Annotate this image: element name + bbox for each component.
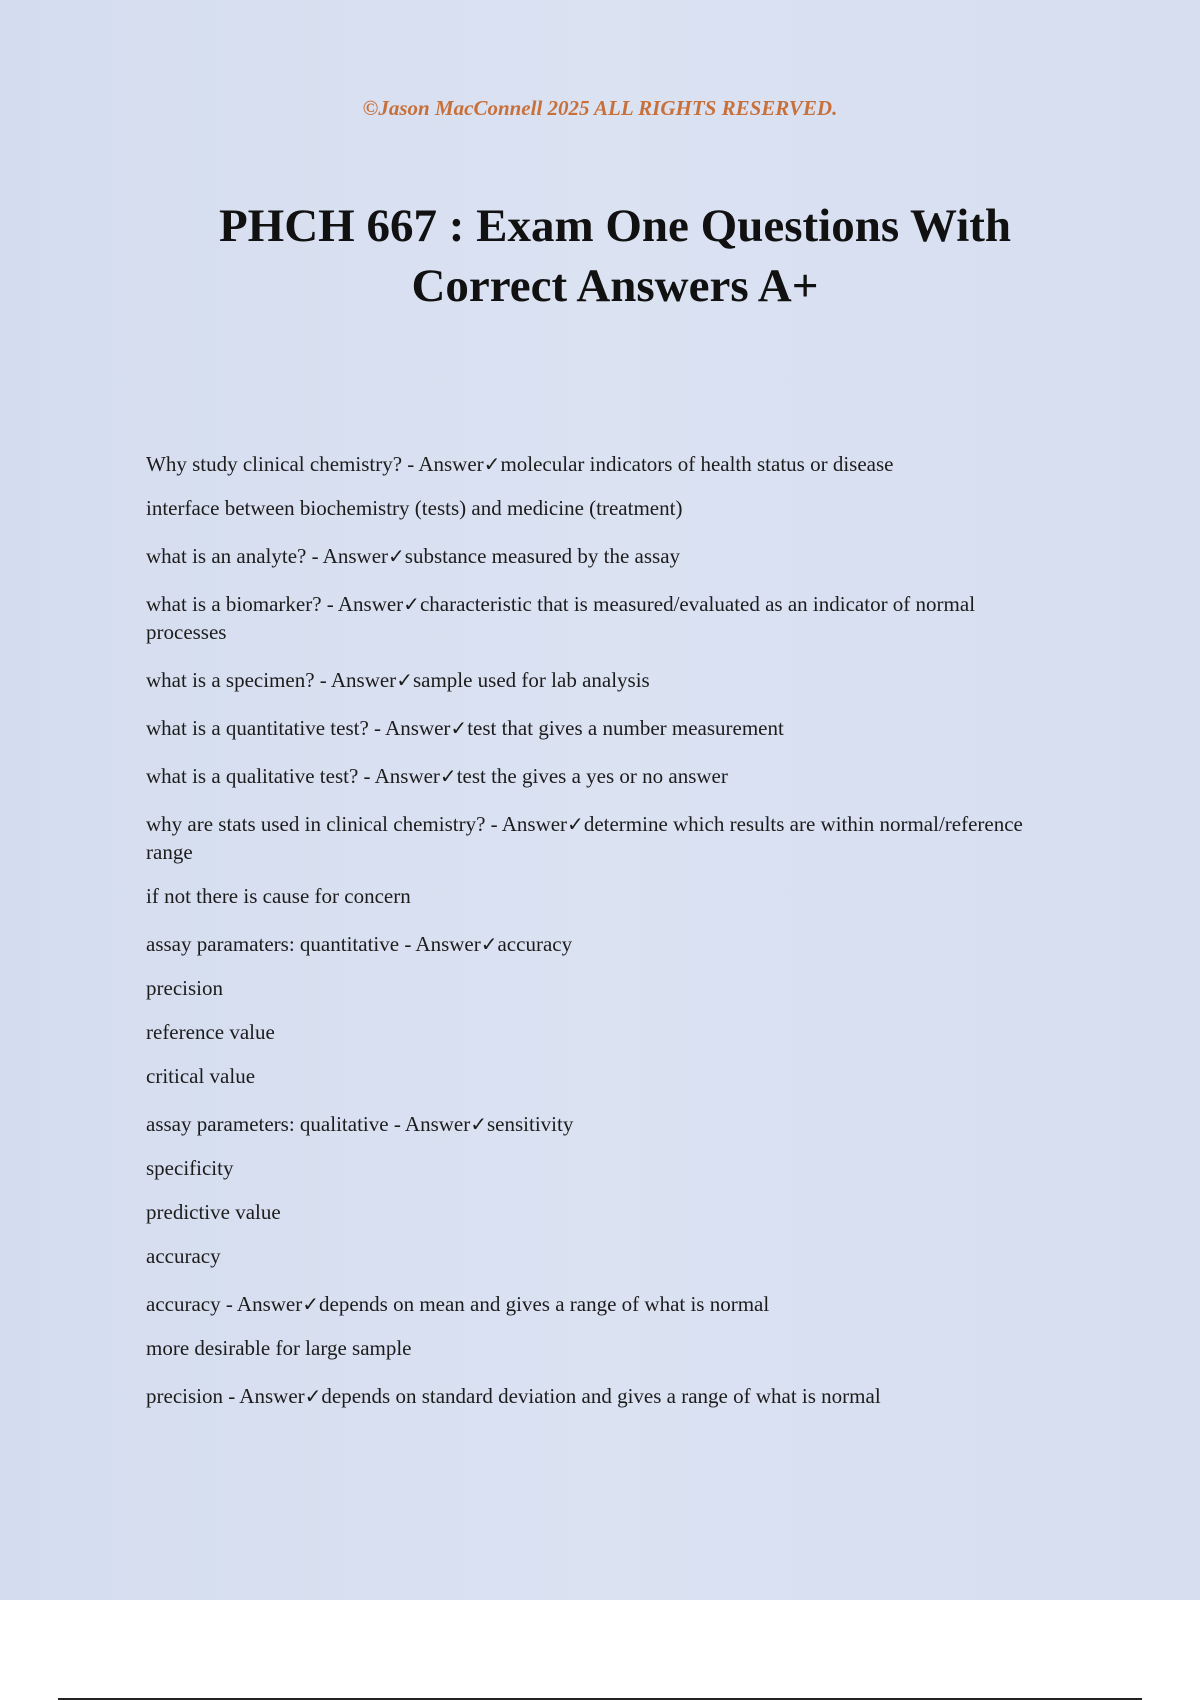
check-mark-icon: ✓	[480, 932, 498, 956]
copyright-notice: ©Jason MacConnell 2025 ALL RIGHTS RESERVED.	[362, 96, 838, 120]
qa-list	[146, 450, 1046, 1410]
qa-line: reference value	[146, 1020, 275, 1044]
qa-line: accuracy	[146, 1244, 221, 1268]
check-mark-icon: ✓	[470, 1112, 487, 1136]
check-mark-icon: ✓	[483, 452, 501, 476]
qa-line: what is a biomarker? - Answer✓characteristic that is measured/evaluated as an indicator of normal processes	[146, 592, 976, 644]
qa-line: specificity	[146, 1156, 234, 1180]
qa-line: predictive value	[146, 1200, 281, 1224]
check-mark-icon: ✓	[439, 764, 457, 788]
qa-line: more desirable for large sample	[146, 1336, 412, 1360]
check-mark-icon: ✓	[396, 668, 413, 692]
qa-line: if not there is cause for concern	[146, 884, 411, 908]
check-mark-icon: ✓	[304, 1384, 322, 1408]
check-mark-icon: ✓	[388, 544, 405, 568]
qa-line: assay paramaters: quantitative - Answer✓accuracy	[146, 932, 573, 956]
qa-line: precision	[146, 976, 223, 1000]
page-title: PHCH 667 : Exam One Questions With Correct Answers A+	[218, 200, 1012, 312]
qa-line: critical value	[146, 1064, 256, 1088]
check-mark-icon: ✓	[403, 592, 420, 616]
qa-line: assay parameters: qualitative - Answer✓sensitivity	[146, 1112, 574, 1136]
check-mark-icon: ✓	[302, 1292, 320, 1316]
qa-line: what is a quantitative test? - Answer✓test that gives a number measurement	[146, 716, 784, 740]
qa-line: what is a specimen? - Answer✓sample used for lab analysis	[146, 668, 650, 692]
qa-line: Why study clinical chemistry? - Answer✓molecular indicators of health status or disease	[146, 452, 894, 476]
qa-line: why are stats used in clinical chemistry? - Answer✓determine which results are within normal/reference range	[146, 812, 1023, 864]
qa-line: what is an analyte? - Answer✓substance measured by the assay	[146, 544, 681, 568]
check-mark-icon: ✓	[450, 716, 468, 740]
qa-line: interface between biochemistry (tests) and medicine (treatment)	[146, 496, 683, 520]
qa-line: accuracy - Answer✓depends on mean and gives a range of what is normal	[146, 1292, 770, 1316]
check-mark-icon: ✓	[567, 812, 584, 836]
qa-line: precision - Answer✓depends on standard deviation and gives a range of what is normal	[146, 1384, 881, 1408]
qa-line: what is a qualitative test? - Answer✓test the gives a yes or no answer	[146, 764, 728, 788]
